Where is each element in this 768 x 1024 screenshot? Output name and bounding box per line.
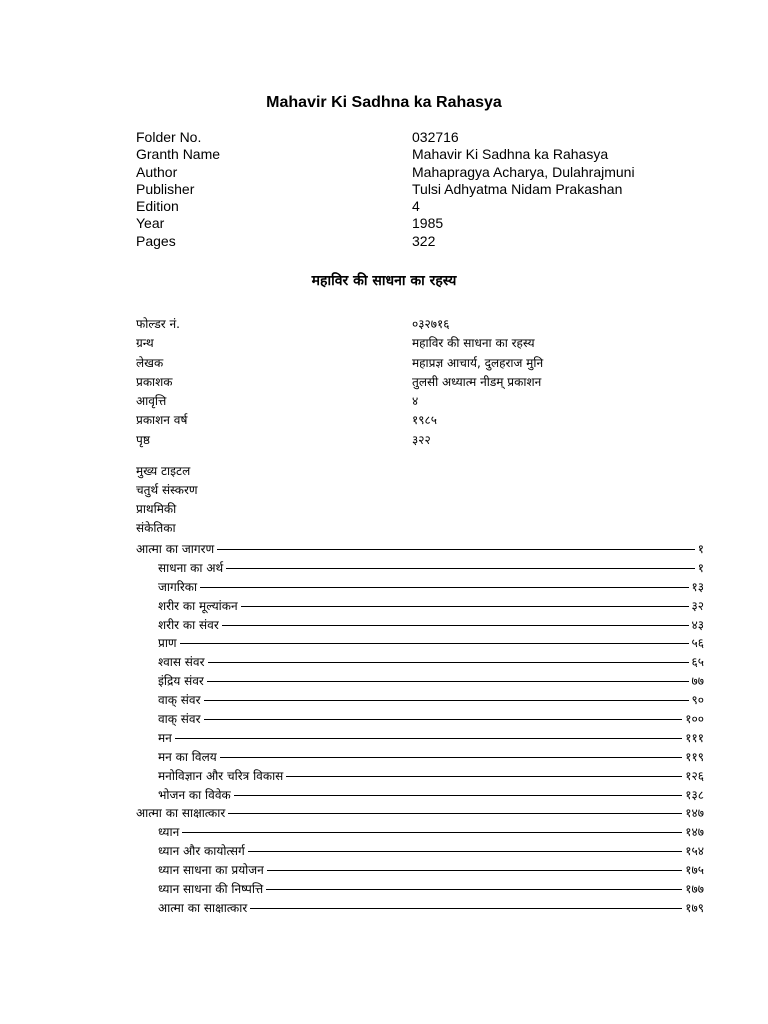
toc-entry <box>136 898 704 917</box>
metadata-label: Year <box>136 215 165 232</box>
toc-page-number: १४७ <box>685 806 704 821</box>
toc-entry-label: मन <box>158 730 172 745</box>
toc-page-number: ४३ <box>691 617 704 632</box>
toc-entry <box>136 841 704 860</box>
table-of-contents <box>136 539 704 917</box>
toc-page-number: ५६ <box>691 636 704 651</box>
toc-leader-line <box>180 643 689 644</box>
front-matter-list <box>136 462 696 538</box>
toc-page-number: १७५ <box>685 863 704 878</box>
front-matter-item: प्राथमिकी <box>136 502 177 516</box>
toc-entry <box>136 652 704 671</box>
metadata-row-hindi <box>136 354 696 373</box>
front-matter-item: संकेतिका <box>136 521 176 535</box>
toc-entry-label: इंद्रिय संवर <box>158 674 204 689</box>
metadata-value-hindi: महाविर की साधना का रहस्य <box>412 336 535 351</box>
metadata-label-hindi: पृष्ठ <box>136 432 150 447</box>
metadata-label-hindi: प्रकाशन वर्ष <box>136 413 188 428</box>
toc-entry <box>136 615 704 634</box>
toc-entry <box>136 860 704 879</box>
toc-leader-line <box>267 870 682 871</box>
metadata-value-hindi: ४ <box>412 394 419 409</box>
metadata-row-hindi <box>136 431 696 450</box>
metadata-row-hindi <box>136 334 696 353</box>
page-title-hindi: महाविर की साधना का रहस्य <box>311 273 457 289</box>
toc-entry <box>136 671 704 690</box>
metadata-value: Tulsi Adhyatma Nidam Prakashan <box>412 180 623 197</box>
metadata-label: Folder No. <box>136 129 202 145</box>
toc-entry <box>136 558 704 577</box>
toc-page-number: १५४ <box>685 844 704 859</box>
metadata-label: Granth Name <box>136 146 221 163</box>
toc-leader-line <box>175 738 682 739</box>
toc-page-number: १४७ <box>685 825 704 840</box>
toc-entry-label: वाक् संवर <box>158 711 201 726</box>
metadata-value: Mahavir Ki Sadhna ka Rahasya <box>412 146 609 163</box>
metadata-label-hindi: आवृत्ति <box>136 394 167 409</box>
metadata-row <box>136 233 696 250</box>
metadata-value: 322 <box>412 232 436 249</box>
front-matter-item: मुख्य टाइटल <box>136 464 191 478</box>
toc-entry <box>136 728 704 747</box>
toc-entry-label: मन का विलय <box>158 749 217 764</box>
toc-entry-label: जागरिका <box>158 579 198 594</box>
toc-entry-label: ध्यान साधना की निष्पत्ति <box>158 881 264 896</box>
toc-entry-label: भोजन का विवेक <box>158 787 231 802</box>
toc-leader-line <box>228 813 682 814</box>
metadata-row <box>136 215 696 232</box>
metadata-value: 1985 <box>412 215 444 232</box>
metadata-label: Edition <box>136 198 179 215</box>
metadata-label-hindi: लेखक <box>136 355 164 370</box>
metadata-table-english <box>136 129 696 250</box>
toc-entry <box>136 577 704 596</box>
toc-leader-line <box>220 757 683 758</box>
toc-page-number: १७९ <box>685 900 704 915</box>
toc-leader-line <box>241 606 689 607</box>
metadata-row <box>136 164 696 181</box>
toc-leader-line <box>200 587 688 588</box>
metadata-row-hindi <box>136 373 696 392</box>
toc-entry <box>136 747 704 766</box>
metadata-row <box>136 181 696 198</box>
toc-entry-label: ध्यान साधना का प्रयोजन <box>158 863 264 878</box>
metadata-row-hindi <box>136 315 696 334</box>
toc-entry <box>136 766 704 785</box>
metadata-value-hindi: महाप्रज्ञ आचार्य, दुलहराज मुनि <box>412 355 544 370</box>
toc-entry <box>136 803 704 822</box>
metadata-row <box>136 198 696 215</box>
toc-entry <box>136 539 704 558</box>
toc-entry-label: मनोविज्ञान और चरित्र विकास <box>158 768 284 783</box>
toc-entry-label: श्वास संवर <box>158 655 205 670</box>
toc-entry-label: शरीर का मूल्यांकन <box>158 598 238 613</box>
toc-entry-label: साधना का अर्थ <box>158 560 224 575</box>
toc-entry-label: शरीर का संवर <box>158 617 219 632</box>
toc-page-number: १३ <box>691 579 704 594</box>
toc-page-number: ९० <box>691 693 704 708</box>
toc-leader-line <box>204 700 689 701</box>
toc-entry <box>136 633 704 652</box>
toc-page-number: १११ <box>685 730 704 745</box>
toc-entry-label: आत्मा का जागरण <box>136 541 215 556</box>
toc-page-number: १२६ <box>685 768 704 783</box>
toc-entry-label: वाक् संवर <box>158 693 201 708</box>
metadata-table-hindi <box>136 315 696 450</box>
metadata-label-hindi: फोल्डर नं. <box>136 317 180 331</box>
metadata-row <box>136 146 696 163</box>
toc-page-number: १३८ <box>685 787 704 802</box>
metadata-value-hindi: ०३२७१६ <box>412 317 450 331</box>
toc-leader-line <box>208 662 689 663</box>
toc-entry-label: प्राण <box>158 636 177 651</box>
toc-page-number: ३२ <box>691 598 704 613</box>
toc-page-number: १ <box>697 541 704 556</box>
toc-leader-line <box>234 795 683 796</box>
toc-entry <box>136 709 704 728</box>
metadata-label-hindi: ग्रन्थ <box>136 336 154 351</box>
metadata-value-hindi: तुलसी अध्यात्म नीडम् प्रकाशन <box>412 374 542 389</box>
toc-entry <box>136 596 704 615</box>
metadata-label: Author <box>136 163 178 180</box>
metadata-label: Pages <box>136 232 176 249</box>
metadata-label: Publisher <box>136 180 195 197</box>
metadata-value-hindi: १९८५ <box>412 413 437 428</box>
toc-leader-line <box>207 681 689 682</box>
toc-leader-line <box>248 851 683 852</box>
toc-entry <box>136 822 704 841</box>
metadata-value: 4 <box>412 198 420 215</box>
toc-leader-line <box>266 889 682 890</box>
toc-entry-label: ध्यान <box>158 825 180 840</box>
metadata-label-hindi: प्रकाशक <box>136 374 173 389</box>
toc-leader-line <box>204 719 683 720</box>
toc-page-number: ६५ <box>691 655 704 670</box>
metadata-row-hindi <box>136 411 696 430</box>
metadata-value: Mahapragya Acharya, Dulahrajmuni <box>412 163 635 180</box>
toc-page-number: ७७ <box>691 674 704 689</box>
toc-leader-line <box>226 568 695 569</box>
toc-entry <box>136 690 704 709</box>
metadata-row-hindi <box>136 392 696 411</box>
toc-page-number: ११९ <box>685 749 704 764</box>
toc-entry <box>136 879 704 898</box>
toc-entry-label: आत्मा का साक्षात्कार <box>136 806 226 821</box>
toc-entry <box>136 785 704 804</box>
front-matter-item: चतुर्थ संस्करण <box>136 483 198 497</box>
toc-leader-line <box>286 776 682 777</box>
toc-page-number: १७७ <box>685 881 704 896</box>
toc-leader-line <box>250 908 682 909</box>
toc-leader-line <box>222 625 689 626</box>
metadata-row <box>136 129 696 146</box>
toc-entry-label: ध्यान और कायोत्सर्ग <box>158 844 245 859</box>
metadata-value: 032716 <box>412 129 459 145</box>
toc-entry-label: आत्मा का साक्षात्कार <box>158 900 248 915</box>
toc-leader-line <box>182 832 682 833</box>
toc-page-number: १०० <box>685 711 704 726</box>
toc-page-number: १ <box>697 560 704 575</box>
metadata-value-hindi: ३२२ <box>412 432 431 447</box>
page-title-english: Mahavir Ki Sadhna ka Rahasya <box>266 94 502 111</box>
toc-leader-line <box>217 549 695 550</box>
